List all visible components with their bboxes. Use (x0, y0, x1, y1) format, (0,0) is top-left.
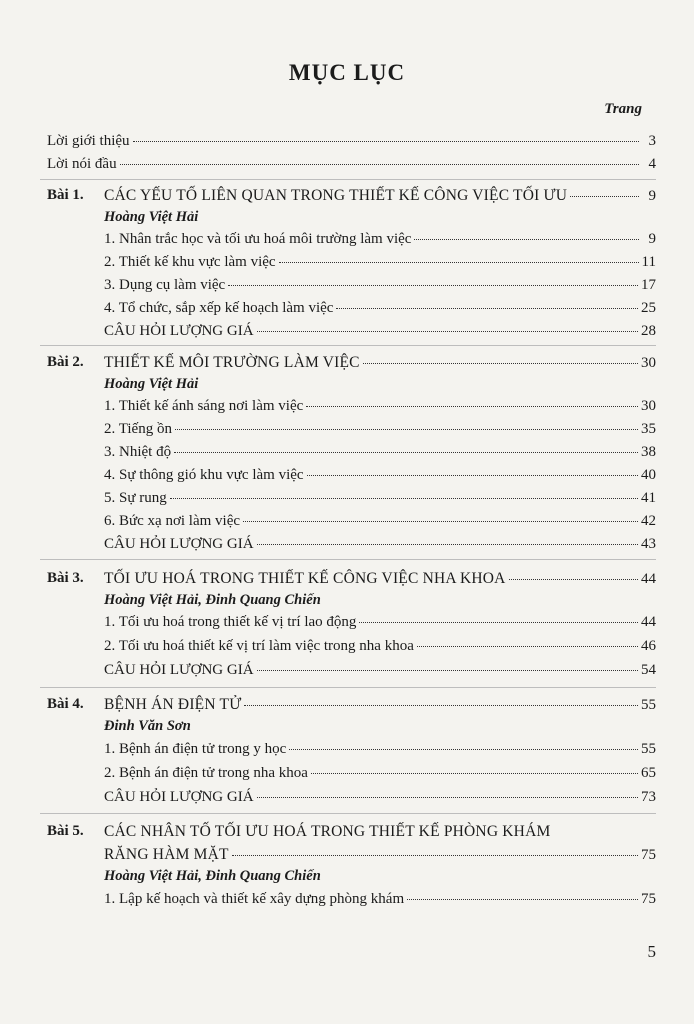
toc-entry: 2. Thiết kế khu vực làm việc 11 (104, 254, 656, 270)
toc-entry: 1. Bệnh án điện tử trong y học 55 (104, 741, 656, 757)
chapter-author: Hoàng Việt Hải (104, 209, 199, 225)
toc-entry: 3. Nhiệt độ 38 (104, 444, 656, 460)
chapter-title-line: CÁC NHÂN TỐ TỐI ƯU HOÁ TRONG THIẾT KẾ PHÒNG KHÁM (104, 823, 551, 840)
toc-entry: 6. Bức xạ nơi làm việc 42 (104, 513, 656, 529)
chapter-number: Bài 3. (47, 570, 84, 586)
toc-entry: 3. Dụng cụ làm việc 17 (104, 277, 656, 293)
toc-entry: CÂU HỎI LƯỢNG GIÁ 43 (104, 536, 656, 552)
toc-entry: 1. Thiết kế ánh sáng nơi làm việc 30 (104, 398, 656, 414)
toc-entry: 1. Nhân trắc học và tối ưu hoá môi trường làm việc 9 (104, 231, 656, 247)
chapter-title: RĂNG HÀM MẶT 75 (104, 846, 656, 863)
chapter-number: Bài 1. (47, 187, 84, 203)
toc-entry: 4. Sự thông gió khu vực làm việc 40 (104, 467, 656, 483)
chapter-author: Hoàng Việt Hải (104, 376, 199, 392)
toc-entry: 2. Bệnh án điện tử trong nha khoa 65 (104, 765, 656, 781)
chapter-number: Bài 4. (47, 696, 84, 712)
chapter-title: THIẾT KẾ MÔI TRƯỜNG LÀM VIỆC 30 (104, 354, 656, 371)
toc-entry: 4. Tổ chức, sắp xếp kế hoạch làm việc 25 (104, 300, 656, 316)
page-column-label: Trang (604, 101, 642, 117)
toc-entry: 5. Sự rung 41 (104, 490, 656, 506)
chapter-author: Hoàng Việt Hải, Đinh Quang Chiến (104, 592, 321, 608)
toc-entry: CÂU HỎI LƯỢNG GIÁ 54 (104, 662, 656, 678)
chapter-author: Hoàng Việt Hải, Đinh Quang Chiến (104, 868, 321, 884)
toc-entry: Lời giới thiệu 3 (47, 133, 656, 149)
toc-entry: CÂU HỎI LƯỢNG GIÁ 28 (104, 323, 656, 339)
chapter-title: BỆNH ÁN ĐIỆN TỬ 55 (104, 696, 656, 713)
toc-entry: Lời nói đầu 4 (47, 156, 656, 172)
chapter-number: Bài 5. (47, 823, 84, 839)
toc-entry: 2. Tối ưu hoá thiết kế vị trí làm việc trong nha khoa 46 (104, 638, 656, 654)
chapter-author: Đinh Văn Sơn (104, 718, 191, 734)
chapter-title: TỐI ƯU HOÁ TRONG THIẾT KẾ CÔNG VIỆC NHA KHOA 44 (104, 570, 656, 587)
page-title: MỤC LỤC (288, 60, 406, 85)
page-number: 5 (647, 942, 656, 961)
toc-entry: CÂU HỎI LƯỢNG GIÁ 73 (104, 789, 656, 805)
divider (40, 179, 656, 180)
toc-entry: 1. Tối ưu hoá trong thiết kế vị trí lao động 44 (104, 614, 656, 630)
divider (40, 687, 656, 688)
toc-entry: 2. Tiếng ồn 35 (104, 421, 656, 437)
chapter-number: Bài 2. (47, 354, 84, 370)
divider (40, 345, 656, 346)
divider (40, 813, 656, 814)
chapter-title: CÁC YẾU TỐ LIÊN QUAN TRONG THIẾT KẾ CÔNG VIỆC TỐI ƯU 9 (104, 187, 656, 204)
divider (40, 559, 656, 560)
toc-entry: 1. Lập kế hoạch và thiết kế xây dựng phòng khám 75 (104, 891, 656, 907)
